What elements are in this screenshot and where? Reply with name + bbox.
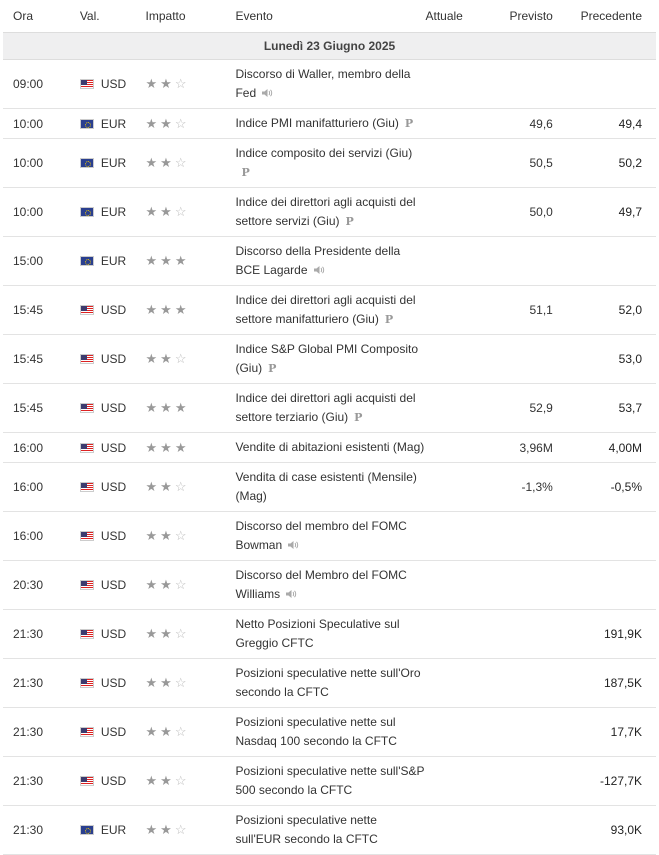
event-forecast: -1,3% [478,463,553,512]
event-currency: USD [100,77,127,91]
event-previous-value: 53,7 [618,401,642,415]
event-forecast [478,708,553,757]
star-filled-icon: ★ [174,253,190,268]
event-name-cell[interactable] [235,561,425,610]
event-forecast [478,610,553,659]
event-time: 21:30 [3,610,80,659]
event-impact [146,561,236,610]
event-name-cell[interactable] [235,757,425,806]
star-filled-icon: ★ [145,76,161,91]
event-previous-value: 50,2 [618,156,642,170]
event-name-cell[interactable] [235,659,425,708]
event-name[interactable]: Vendita di case esistenti (Mensile) (Mag) [235,470,417,503]
event-forecast: 49,6 [478,109,553,139]
star-empty-icon: ☆ [174,155,190,170]
col-currency-header[interactable]: Val. [80,0,146,33]
event-previous-value: -127,7K [599,774,642,788]
event-previous [553,384,656,433]
us-flag-icon [80,678,94,688]
preliminary-icon: P [241,166,250,179]
star-empty-icon: ☆ [174,724,190,739]
col-event-header[interactable]: Evento [235,0,425,33]
event-currency: USD [100,303,127,317]
event-row[interactable] [3,60,656,109]
event-time: 15:45 [3,384,80,433]
event-name-cell[interactable] [235,60,425,109]
star-filled-icon: ★ [160,439,175,455]
event-previous-value: 49,4 [618,116,642,131]
star-filled-icon: ★ [145,479,161,494]
event-actual [426,384,479,433]
event-currency-cell [80,512,146,561]
col-previous-header[interactable]: Precedente [553,0,656,33]
star-filled-icon: ★ [174,302,190,317]
event-previous [553,286,656,335]
us-flag-icon [80,482,94,492]
event-forecast [478,659,553,708]
star-empty-icon: ☆ [174,675,190,690]
event-actual [426,433,479,463]
event-currency: EUR [100,254,127,268]
event-currency-cell [80,384,146,433]
event-currency-cell [80,433,146,463]
us-flag-icon [80,580,94,590]
star-filled-icon: ★ [160,528,175,543]
economic-calendar-table [3,0,656,855]
event-currency: USD [100,352,127,366]
event-time: 10:00 [3,109,80,139]
event-actual [426,561,479,610]
event-name-cell[interactable] [235,109,425,139]
star-filled-icon: ★ [145,439,161,455]
event-currency: USD [100,440,127,455]
star-filled-icon: ★ [160,675,175,690]
event-currency: USD [100,774,127,788]
star-filled-icon: ★ [145,253,161,268]
event-name[interactable]: Posizioni speculative nette sul Nasdaq 100 secondo la CFTC [235,715,397,748]
event-name[interactable]: Indice dei direttori agli acquisti del settore manifatturiero (Giu) [235,293,416,326]
event-row[interactable] [3,561,656,610]
event-currency-cell [80,188,146,237]
eu-flag-icon [80,158,94,168]
event-currency: USD [100,627,127,641]
event-forecast: 50,0 [478,188,553,237]
event-name[interactable]: Posizioni speculative nette sull'S&P 500 secondo la CFTC [235,764,425,797]
event-forecast: 50,5 [478,139,553,188]
star-filled-icon: ★ [160,577,175,592]
event-currency-cell [80,286,146,335]
star-empty-icon: ☆ [174,626,190,641]
event-name[interactable]: Indice S&P Global PMI Composito (Giu) [235,342,418,375]
event-row[interactable] [3,384,656,433]
event-previous-value: -0,5% [610,480,642,494]
event-name-cell[interactable] [235,384,425,433]
event-impact [146,512,236,561]
event-forecast [478,335,553,384]
event-row[interactable] [3,708,656,757]
event-impact [146,109,236,139]
col-time-header[interactable]: Ora [3,0,80,33]
event-forecast [478,60,553,109]
event-name-cell[interactable] [235,512,425,561]
event-previous-value: 52,0 [618,303,642,317]
eu-flag-icon [80,207,94,217]
event-time: 10:00 [3,188,80,237]
event-name[interactable]: Netto Posizioni Speculative sul Greggio CFTC [235,617,400,650]
star-filled-icon: ★ [145,724,161,739]
us-flag-icon [80,727,94,737]
event-name[interactable]: Indice dei direttori agli acquisti del settore terziario (Giu) [235,391,416,424]
star-empty-icon: ☆ [174,822,190,837]
event-previous-value: 191,9K [603,627,642,641]
star-empty-icon: ☆ [174,351,190,366]
star-filled-icon: ★ [160,822,175,837]
event-name[interactable]: Indice PMI manifatturiero (Giu) [235,116,399,130]
event-previous [553,708,656,757]
eu-flag-icon [80,119,94,129]
event-name-cell[interactable] [235,806,425,855]
star-filled-icon: ★ [145,115,161,131]
star-empty-icon: ☆ [174,773,190,788]
event-time: 15:45 [3,335,80,384]
star-filled-icon: ★ [145,302,161,317]
event-name-cell[interactable] [235,335,425,384]
event-time: 21:30 [3,757,80,806]
event-previous [553,237,656,286]
preliminary-icon: P [404,117,414,130]
event-currency: EUR [100,205,127,219]
event-row[interactable] [3,463,656,512]
event-previous-value: 4,00M [608,440,642,455]
event-previous [553,561,656,610]
star-filled-icon: ★ [160,351,175,366]
star-filled-icon: ★ [145,822,161,837]
event-name[interactable]: Indice dei direttori agli acquisti del settore servizi (Giu) [235,195,416,228]
event-row[interactable] [3,286,656,335]
event-actual [426,139,479,188]
event-time: 21:30 [3,659,80,708]
event-previous [553,433,656,463]
event-impact [146,806,236,855]
event-name-cell[interactable] [235,237,425,286]
event-time: 15:00 [3,237,80,286]
event-impact [146,384,236,433]
event-name[interactable]: Indice composito dei servizi (Giu) [235,146,413,160]
event-row[interactable] [3,806,656,855]
event-impact [146,463,236,512]
event-impact [146,60,236,109]
event-previous [553,757,656,806]
event-currency-cell [80,463,146,512]
event-row[interactable] [3,512,656,561]
eu-flag-icon [80,256,94,266]
star-filled-icon: ★ [160,724,175,739]
star-filled-icon: ★ [160,400,175,415]
event-previous [553,512,656,561]
event-currency-cell [80,60,146,109]
event-actual [426,335,479,384]
event-previous [553,139,656,188]
event-name[interactable]: Discorso di Waller, membro della Fed [235,67,411,100]
us-flag-icon [80,79,94,89]
event-forecast [478,757,553,806]
event-previous [553,60,656,109]
event-time: 10:00 [3,139,80,188]
star-filled-icon: ★ [160,204,175,219]
event-previous [553,610,656,659]
star-empty-icon: ☆ [174,204,190,219]
event-actual [426,286,479,335]
date-label: Lunedì 23 Giugno 2025 [3,33,656,60]
event-impact [146,188,236,237]
event-row[interactable] [3,659,656,708]
star-filled-icon: ★ [160,253,175,268]
event-impact [146,286,236,335]
us-flag-icon [80,403,94,413]
speech-icon [285,589,297,599]
star-filled-icon: ★ [174,400,190,415]
star-filled-icon: ★ [145,400,161,415]
event-impact [146,237,236,286]
event-currency-cell [80,659,146,708]
event-actual [426,60,479,109]
event-impact [146,335,236,384]
event-actual [426,237,479,286]
event-currency: USD [100,480,127,494]
star-filled-icon: ★ [160,302,175,317]
us-flag-icon [80,354,94,364]
event-actual [426,806,479,855]
event-actual [426,109,479,139]
event-forecast: 52,9 [478,384,553,433]
star-filled-icon: ★ [145,351,161,366]
event-name-cell[interactable] [235,188,425,237]
event-actual [426,708,479,757]
event-actual [426,659,479,708]
us-flag-icon [80,531,94,541]
star-filled-icon: ★ [160,115,175,131]
event-previous [553,109,656,139]
event-name-cell[interactable] [235,433,425,463]
event-currency: USD [100,401,127,415]
event-previous-value: 187,5K [603,676,642,690]
event-currency-cell [80,139,146,188]
event-impact [146,139,236,188]
event-forecast [478,512,553,561]
star-filled-icon: ★ [160,155,175,170]
event-impact [146,659,236,708]
event-row[interactable] [3,433,656,463]
event-currency-cell [80,708,146,757]
event-previous [553,463,656,512]
event-impact [146,708,236,757]
star-filled-icon: ★ [160,626,175,641]
preliminary-icon: P [345,215,354,228]
event-row[interactable] [3,335,656,384]
us-flag-icon [80,629,94,639]
event-previous [553,659,656,708]
event-name-cell[interactable] [235,139,425,188]
event-currency: USD [100,725,127,739]
event-currency-cell [80,757,146,806]
star-filled-icon: ★ [145,528,161,543]
event-forecast [478,806,553,855]
col-actual-header[interactable]: Attuale [426,0,479,33]
star-filled-icon: ★ [174,439,190,455]
event-name[interactable]: Vendite di abitazioni esistenti (Mag) [235,440,425,454]
event-currency: USD [100,529,127,543]
date-row [3,33,656,60]
star-filled-icon: ★ [160,773,175,788]
eu-flag-icon [80,825,94,835]
star-empty-icon: ☆ [174,479,190,494]
event-time: 09:00 [3,60,80,109]
event-previous-value: 17,7K [610,725,642,739]
star-filled-icon: ★ [160,479,175,494]
event-previous-value: 53,0 [618,352,642,366]
star-filled-icon: ★ [145,155,161,170]
event-name[interactable]: Discorso del membro del FOMC Bowman [235,519,407,552]
event-actual [426,512,479,561]
star-filled-icon: ★ [160,76,175,91]
event-previous-value: 49,7 [618,205,642,219]
event-forecast: 3,96M [478,433,553,463]
event-row[interactable] [3,139,656,188]
preliminary-icon: P [354,411,363,424]
event-previous-value: 93,0K [610,823,642,837]
event-row[interactable] [3,610,656,659]
event-time: 16:00 [3,512,80,561]
speech-icon [261,88,273,98]
event-impact [146,433,236,463]
event-previous [553,188,656,237]
event-name[interactable]: Discorso della Presidente della BCE Lagarde [235,244,401,277]
event-currency: EUR [100,116,127,131]
event-time: 16:00 [3,433,80,463]
event-name-cell[interactable] [235,286,425,335]
star-empty-icon: ☆ [174,528,190,543]
event-time: 15:45 [3,286,80,335]
star-filled-icon: ★ [145,577,161,592]
event-currency: EUR [100,156,127,170]
us-flag-icon [80,776,94,786]
event-currency-cell [80,335,146,384]
event-row[interactable] [3,757,656,806]
event-name-cell[interactable] [235,610,425,659]
star-empty-icon: ☆ [174,76,190,91]
event-forecast [478,561,553,610]
event-row[interactable] [3,237,656,286]
event-currency-cell [80,109,146,139]
preliminary-icon: P [268,362,277,375]
star-filled-icon: ★ [145,773,161,788]
event-currency-cell [80,237,146,286]
event-previous [553,806,656,855]
event-time: 21:30 [3,806,80,855]
event-actual [426,188,479,237]
event-row[interactable] [3,109,656,139]
col-impact-header[interactable]: Impatto [146,0,236,33]
event-time: 16:00 [3,463,80,512]
preliminary-icon: P [384,313,394,326]
event-time: 20:30 [3,561,80,610]
event-name[interactable]: Posizioni speculative nette sull'Oro secondo la CFTC [235,666,421,699]
event-currency-cell [80,806,146,855]
event-previous [553,335,656,384]
event-actual [426,610,479,659]
event-impact [146,610,236,659]
header-row [3,0,656,33]
us-flag-icon [80,443,94,453]
event-forecast [478,237,553,286]
col-forecast-header[interactable]: Previsto [478,0,553,33]
event-currency-cell [80,610,146,659]
event-currency-cell [80,561,146,610]
event-name[interactable]: Discorso del Membro del FOMC Williams [235,568,407,601]
star-filled-icon: ★ [145,626,161,641]
event-actual [426,757,479,806]
event-name[interactable]: Posizioni speculative nette sull'EUR secondo la CFTC [235,813,378,846]
event-currency: EUR [100,823,127,837]
event-name-cell[interactable] [235,463,425,512]
event-currency: USD [100,676,127,690]
event-row[interactable] [3,188,656,237]
event-time: 21:30 [3,708,80,757]
speech-icon [313,265,325,275]
speech-icon [287,540,299,550]
event-name-cell[interactable] [235,708,425,757]
star-filled-icon: ★ [145,675,161,690]
star-empty-icon: ☆ [174,577,190,592]
event-forecast: 51,1 [478,286,553,335]
star-filled-icon: ★ [145,204,161,219]
event-currency: USD [100,578,127,592]
event-actual [426,463,479,512]
star-empty-icon: ☆ [174,115,190,131]
us-flag-icon [80,305,94,315]
event-impact [146,757,236,806]
